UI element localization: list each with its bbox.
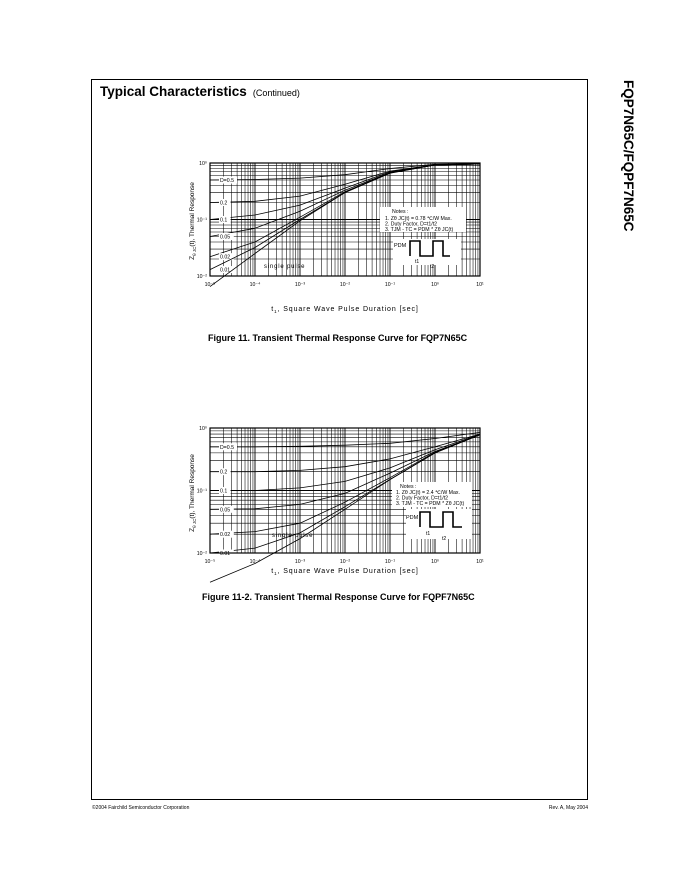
x-tick-label: 10⁻³ — [294, 559, 306, 565]
thermal-response-chart-1 — [180, 150, 500, 320]
footer-copyright: ©2004 Fairchild Semiconductor Corporation — [92, 805, 190, 811]
x-tick-label: 10⁻⁵ — [204, 559, 216, 565]
x-axis-label: $t_1$, Square Wave Pulse Duration [sec] — [271, 306, 419, 314]
series-label: 0.01 — [220, 551, 231, 557]
pulse-diagram — [393, 239, 461, 270]
footer-revision: Rev. A, May 2004 — [548, 805, 588, 811]
series-label: 0.02 — [220, 532, 231, 539]
pulse-diagram — [406, 509, 472, 542]
x-tick-label: 10⁻¹ — [384, 559, 396, 565]
series-label: 0.2 — [220, 469, 228, 476]
series-label: 0.1 — [220, 217, 228, 224]
figure-11-2-caption: Figure 11-2. Transient Thermal Response Curve for FQPF7N65C — [202, 592, 475, 602]
x-tick-label: 10¹ — [476, 282, 484, 288]
note-1: 1. Zθ JC(t) = 2.4 ℃/W Max. — [396, 490, 460, 496]
y-tick-label: 10⁻¹ — [196, 488, 207, 495]
x-tick-label: 10⁻⁴ — [249, 282, 261, 288]
y-tick-label: 10⁻¹ — [196, 217, 207, 224]
y-axis-label — [189, 454, 197, 532]
t2-label: t2 — [442, 536, 447, 542]
series-label: D=0.5 — [220, 178, 234, 185]
y-tick-label: 10⁻² — [196, 551, 207, 557]
notes-title: Notes : — [392, 209, 409, 215]
y-tick-label: 10⁻² — [196, 274, 207, 280]
x-tick-label: 10⁰ — [431, 282, 439, 288]
t2-label: t2 — [430, 264, 435, 270]
section-title — [100, 84, 300, 99]
series-label: 0.05 — [220, 234, 231, 241]
y-axis-label — [189, 182, 197, 260]
pdm-label: PDM — [394, 243, 407, 249]
y-tick-label: 10⁰ — [199, 161, 207, 167]
single-pulse-label: single pulse — [272, 533, 314, 539]
note-3: 3. TJM - TC = PDM * Zθ JC(t) — [385, 227, 454, 233]
y-axis-label-text: $Z_{\theta JC}(t)$, Thermal Response — [189, 182, 197, 260]
series-label: 0.01 — [220, 267, 231, 274]
x-tick-label: 10⁻² — [339, 559, 351, 565]
x-axis-label: $t_1$, Square Wave Pulse Duration [sec] — [271, 568, 419, 576]
note-3: 3. TJM - TC = PDM * Zθ JC(t) — [396, 501, 465, 507]
x-tick-label: 10⁻⁴ — [249, 559, 261, 565]
series-label: 0.2 — [220, 200, 228, 207]
figure-11-caption: Figure 11. Transient Thermal Response Curve for FQP7N65C — [208, 333, 468, 343]
single-pulse-label: single pulse — [264, 264, 306, 270]
note-1: 1. Zθ JC(t) = 0.78 ℃/W Max. — [385, 216, 452, 222]
series-label: 0.1 — [220, 488, 228, 495]
note-2: 2. Duty Factor, D=t1/t2 — [385, 221, 438, 228]
section-subtitle: (Continued) — [252, 88, 300, 98]
x-tick-label: 10¹ — [476, 559, 484, 565]
x-tick-label: 10⁻² — [339, 282, 351, 288]
series-label: 0.05 — [220, 507, 231, 514]
section-title-text: Typical Characteristics — [100, 84, 247, 99]
x-tick-label: 10⁻¹ — [384, 282, 396, 288]
series-label: 0.02 — [220, 254, 231, 261]
notes-title: Notes : — [400, 484, 417, 490]
notes-box — [380, 207, 466, 233]
note-2: 2. Duty Factor, D=t1/t2 — [396, 495, 449, 502]
x-tick-label: 10⁻³ — [294, 282, 306, 288]
thermal-response-chart-2 — [180, 415, 500, 585]
y-axis-label-text: $Z_{\theta JC}(t)$, Thermal Response — [189, 454, 197, 532]
y-tick-label: 10⁰ — [199, 426, 207, 432]
pdm-label: PDM — [406, 515, 419, 521]
side-part-number: FQP7N65C/FQPF7N65C — [621, 80, 636, 232]
t1-label: t1 — [426, 531, 431, 537]
notes-box — [392, 482, 472, 507]
t1-label: t1 — [415, 259, 420, 265]
x-tick-label: 10⁻⁵ — [204, 282, 216, 288]
x-tick-label: 10⁰ — [431, 559, 439, 565]
series-label: D=0.5 — [220, 444, 234, 451]
